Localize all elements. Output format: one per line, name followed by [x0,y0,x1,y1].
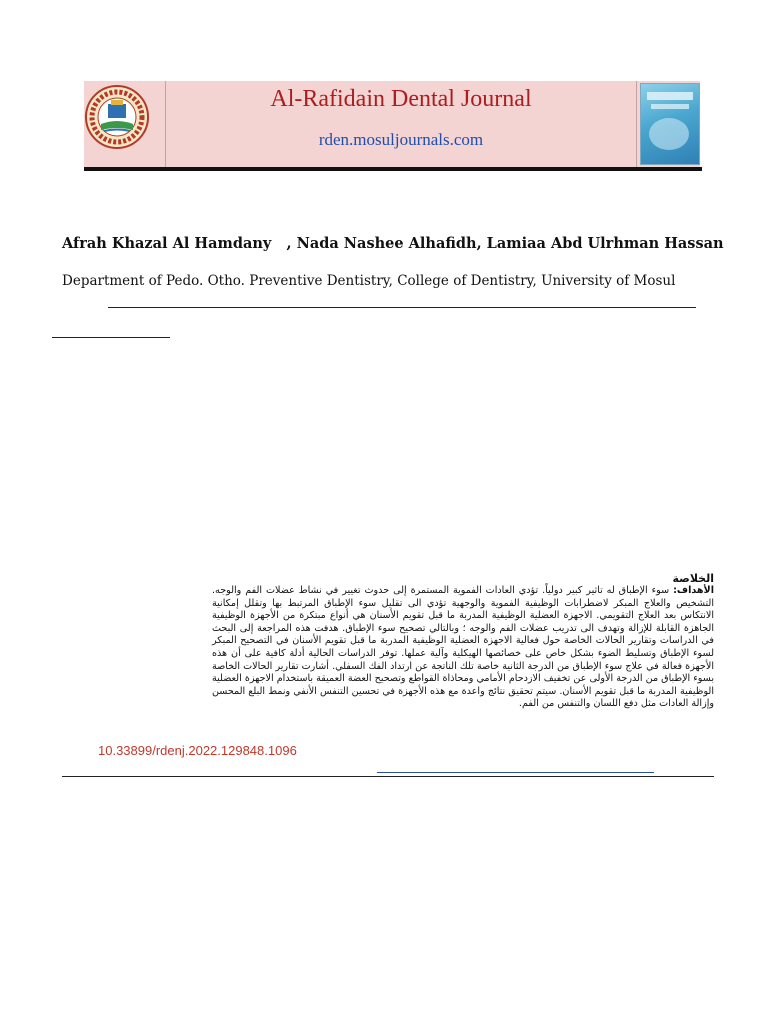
abstract-objectives-label: الأهداف: [673,585,714,596]
abstract-heading-ar: الخلاصة [672,572,714,585]
journal-url-link[interactable]: rden.mosuljournals.com [318,130,484,149]
article-affiliation: Department of Pedo. Otho. Preventive Dentistry, College of Dentistry, University of Mosul [62,273,676,289]
university-seal-icon [84,84,150,150]
article-authors: Afrah Khazal Al Hamdany , Nada Nashee Alhafidh, Lamiaa Abd Ulrhman Hassan [62,235,724,252]
abstract-body-ar [212,585,714,711]
footnote-divider [52,337,170,338]
abstract-text-ar: سوء الإطباق له تاثير كبير دولياً. تؤدي العادات الفموية المستمرة إلى حدوث تغيير في نشاط عضلات الفم والوجه. التشخيص والعلاج المبكر لاضطرابات الوظيفية الفموية والوجهية تؤدي الى تقليل سوء الإطباق المرتبط بها وتقلل إمكانية الانتكاس بعد العلاج التقويمي. الاجهزة العضلية الوظيفية المدربة ما قبل تقويم الأسنان هي أنواع مبتكرة من الأجهزة الوظيفية الجاهزة القابلة للإزالة وتهدف الى تدريب عضلات الفم والوجه ؛ وبالتالي تصحيح سوء الإطباق. هدفت هذه المراجعة إلى البحث في الدراسات وتقارير الحالات الخاصة حول فعالية الاجهزة العضلية الوظيفية المدربة ما قبل تقويم الأسنان في التصحيح المبكر لسوء الإطباق وتسليط الضوء بشكل خاص على خصائصها الهيكلية وآلية عملها. توفر الدراسات الحالية أدلة كافية على أن هذه الأجهزة فعالة في علاج سوء الإطباق من الدرجة الثانية خاصة تلك الناتجة عن ارتداد الفك السفلي. أشارت تقارير الحالات الخاصة بسوء الإطباق من الدرجة الأولى عن تخفيف الازدحام الأمامي ومحاذاة القواطع وتصحيح العضة العميقة باستخدام الاجهزة العضلية الوظيفية المدربة ما قبل تقويم الأسنان. سيتم تحقيق نتائج واعدة مع هذه الأجهزة في تحسين التنفس الأنفي ونمط البلع المحسن وإزالة العادات مثل دفع اللسان والتنفس من الفم. [212,585,714,710]
footer-divider [62,776,714,777]
section-divider [108,307,696,308]
journal-title: Al-Rafidain Dental Journal [270,86,532,112]
journal-cover-thumbnail-icon [640,83,700,165]
doi-link[interactable]: 10.33899/rdenj.2022.129848.1096 [98,743,297,758]
link-underline [377,772,654,773]
header-divider [84,167,702,171]
